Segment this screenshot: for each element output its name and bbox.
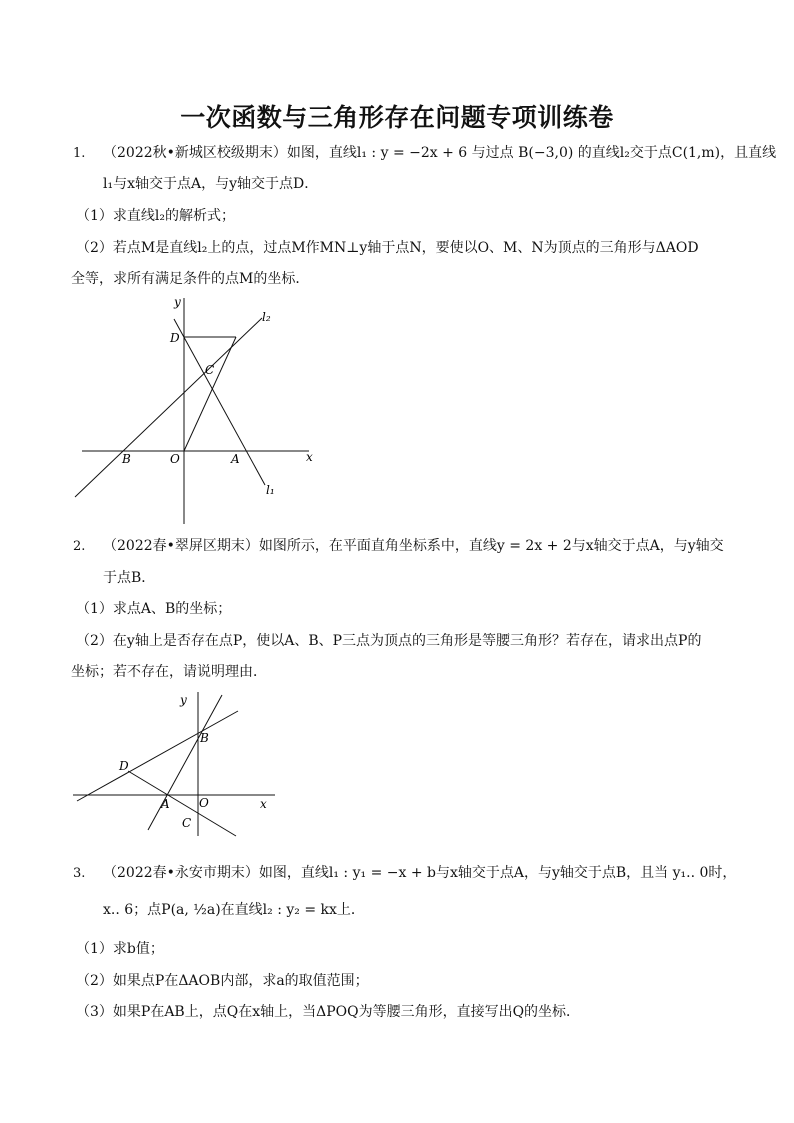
problem-1-line-1: （2022秋•新城区校级期末）如图，直线l₁ : y = −2x + 6 与过点 B(−3,0) 的直线l₂交于点C(1,m)，且直线 [103,145,777,161]
fig2-label-a: A [161,797,170,811]
problem-1-part-2-cont: 全等，求所有满足条件的点M的坐标． [71,271,310,287]
fig1-label-x: x [306,450,313,464]
problem-2-line-2: 于点B． [103,570,156,586]
problem-3-part-2: （2）如果点P在ΔAOB内部，求a的取值范围； [76,973,369,989]
problem-2-part-2: （2）在y轴上是否存在点P，使以A、B、P三点为顶点的三角形是等腰三角形？若存在，请求出点P的 [76,633,702,649]
problem-3-line-2: x.. 6；点P(a, ½a)在直线l₂ : y₂ = kx上． [103,902,365,918]
problem-1-part-1: （1）求直线l₂的解析式； [76,208,235,224]
problem-2-number: 2. [73,539,86,554]
fig2-label-y: y [180,693,187,707]
problem-2-part-2-cont: 坐标；若不存在，请说明理由． [71,664,267,680]
problem-3-number: 3. [73,866,86,881]
fig2-label-d: D [119,759,129,773]
problem-3-part-1: （1）求b值； [76,941,164,957]
fig1-label-o: O [170,452,180,466]
line-l1 [174,319,265,485]
page-title: 一次函数与三角形存在问题专项训练卷 [180,103,614,132]
fig2-line-db [77,711,238,801]
fig2-label-c: C [182,816,192,830]
fig1-label-l2: l₂ [262,310,271,324]
line-l2 [75,318,262,497]
fig2-label-o: O [199,796,209,810]
fig1-label-a: A [231,452,240,466]
problem-2-part-1: （1）求点A、B的坐标； [76,601,232,617]
segment-o-top [184,337,236,451]
fig2-label-x: x [260,797,267,811]
fig1-label-d: D [170,331,180,345]
fig2-label-b: B [200,731,209,745]
fig1-label-l1: l₁ [266,483,275,497]
fig2-line-ab [148,695,222,830]
problem-1-part-2: （2）若点M是直线l₂上的点，过点M作MN⊥y轴于点N，要使以O、M、N为顶点的三角形与ΔAOD [76,240,699,256]
problem-2-line-1: （2022春•翠屏区期末）如图所示，在平面直角坐标系中，直线y = 2x + 2与x轴交于点A，与y轴交 [103,538,724,554]
fig1-label-c: C [205,363,215,377]
problem-1-number: 1. [73,146,86,161]
fig1-label-y: y [174,295,181,309]
problem-3-line-1: （2022春•永安市期末）如图，直线l₁ : y₁ = −x + b与x轴交于点A，与y轴交于点B，且当 y₁.. 0时， [103,865,737,881]
problem-3-part-3: （3）如果P在AB上，点Q在x轴上，当ΔPOQ为等腰三角形，直接写出Q的坐标． [76,1004,581,1020]
problem-1-line-2: l₁与x轴交于点A，与y轴交于点D． [103,176,319,192]
fig1-label-b: B [122,452,131,466]
